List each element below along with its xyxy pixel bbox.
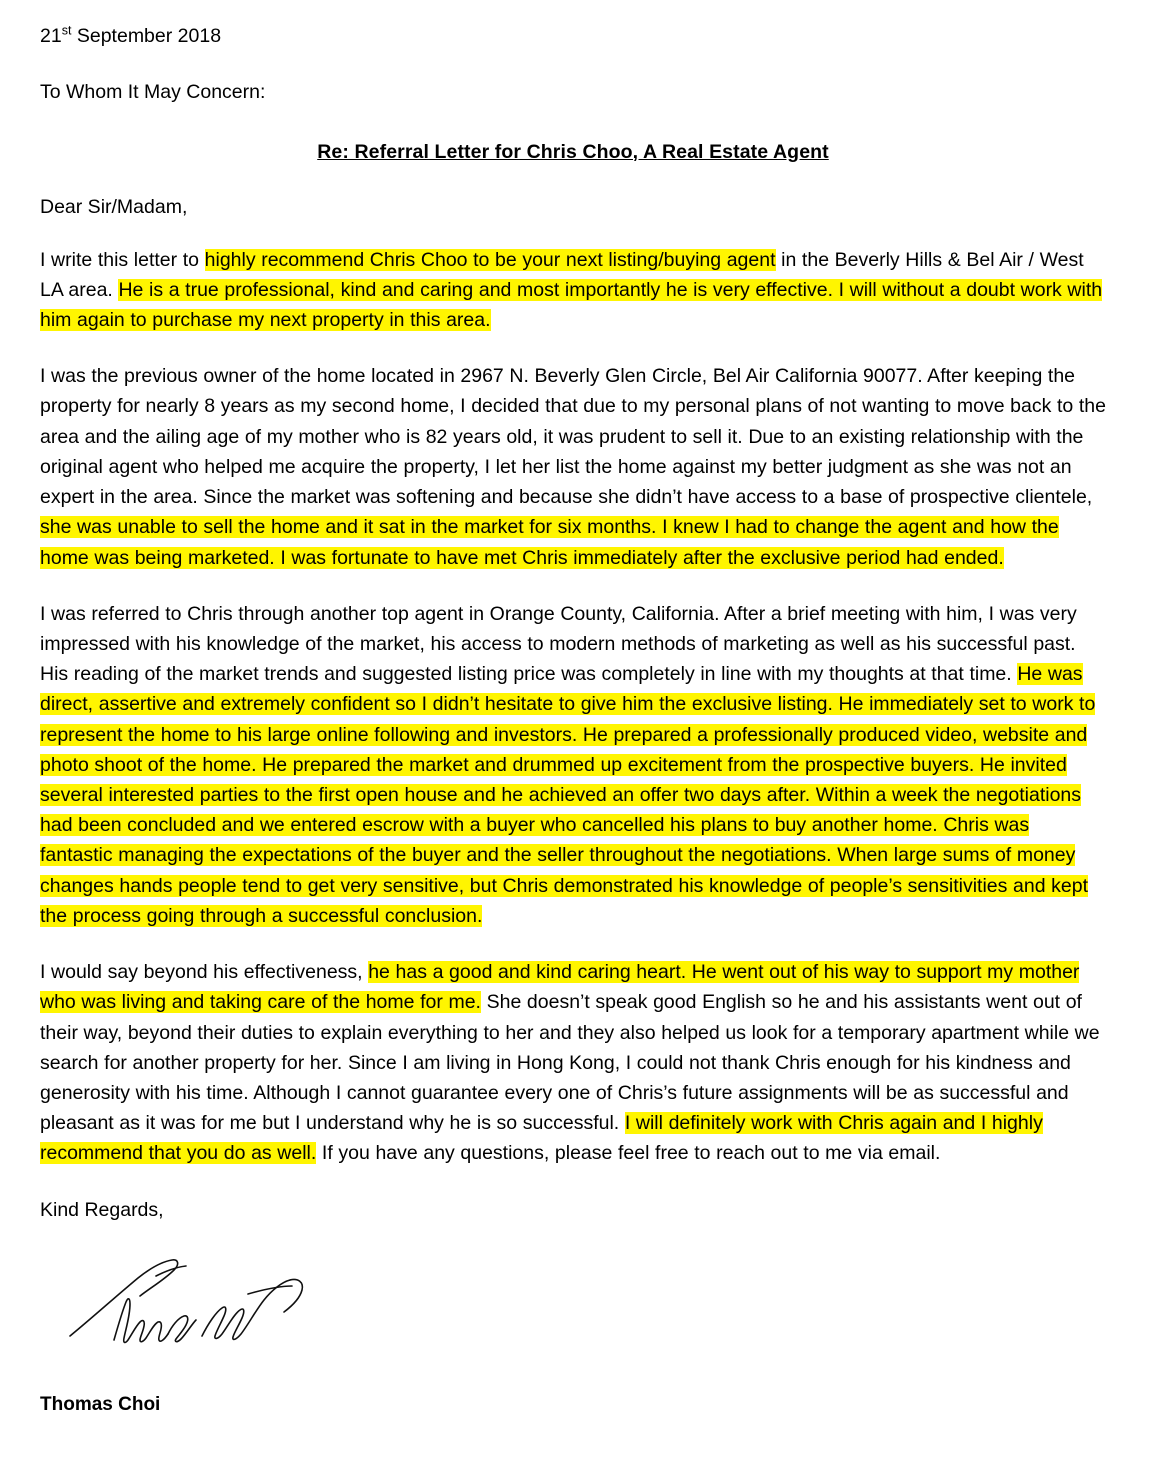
p3-text-1: I was referred to Chris through another top agent in Orange County, California. After a brief meeting with him, I was very impressed with his knowledge of the market, his access to modern methods of marketing as well as his successful past. His reading of the market trends and suggested listing price was completely in line with my thoughts at that time. (40, 602, 1077, 686)
p4-highlight-2: I will definitely work with Chris again and I highly recommend that you do as well. (40, 1112, 1043, 1165)
p1-text-1: I write this letter to (40, 248, 205, 271)
date-day: 21 (40, 25, 62, 47)
letter-salutation: Dear Sir/Madam, (40, 195, 188, 218)
paragraph-2 (40, 361, 1106, 573)
to-whom-line: To Whom It May Concern: (40, 81, 266, 104)
paragraph-4 (40, 957, 1106, 1169)
signature-icon (52, 1240, 332, 1370)
letter-date (40, 22, 1106, 50)
date-rest: September 2018 (71, 25, 222, 47)
p2-text-1: I was the previous owner of the home located in 2967 N. Beverly Glen Circle, Bel Air California 90077. After keeping the property for nearly 8 years as my second home, I decided that due to my personal plans of not wanting to move back to the area and the ailing age of my mother who is 82 years old, it was prudent to sell it. Due to an existing relationship with the original agent who helped me acquire the property, I let her list the home against my better judgment as she was not an expert in the area. Since the market was softening and because she didn’t have access to a base of prospective clientele, (40, 365, 1106, 509)
paragraph-3 (40, 599, 1106, 931)
signer-name: Thomas Choi (40, 1393, 161, 1415)
p3-highlight-1: He was direct, assertive and extremely confident so I didn’t hesitate to give him the exclusive listing. He immediately set to work to represent the home to his large online following and investors. He prepared a professionally produced video, website and photo shoot of the home. He prepared the market and drummed up excitement from the prospective buyers. He invited several interested parties to the first open house and he achieved an offer two days after. Within a week the negotiations had been concluded and we entered escrow with a buyer who cancelled his plans to buy another home. Chris was fantastic managing the expectations of the buyer and the seller throughout the negotiations. When large sums of money changes hands people tend to get very sensitive, but Chris demonstrated his knowledge of people’s sensitivities and kept the process going through a successful conclusion. (40, 663, 1096, 927)
p1-highlight-1: highly recommend Chris Choo to be your next listing/buying agent (204, 248, 776, 271)
signature-area (40, 1240, 1106, 1390)
p1-text-2: in the Beverly Hills & Bel Air / West LA area. (40, 248, 1084, 301)
p4-highlight-1: he has a good and kind caring heart. He went out of his way to support my mother who was living and taking care of the home for me. (40, 961, 1080, 1014)
p1-highlight-2: He is a true professional, kind and caring and most importantly he is very effective. I will without a doubt work with him again to purchase my next property in this area. (40, 278, 1103, 331)
paragraph-1 (40, 245, 1106, 336)
p4-text-2: She doesn’t speak good English so he and his assistants went out of their way, beyond their duties to explain everything to her and they also helped us look for a temporary apartment while we search for another property for her. Since I am living in Hong Kong, I could not thank Chris enough for his kindness and generosity with his time. Although I cannot guarantee every one of Chris’s future assignments will be as successful and pleasant as it was for me but I understand why he is so successful. (40, 991, 1100, 1135)
letter-closing: Kind Regards, (40, 1198, 164, 1221)
p4-text-3: If you have any questions, please feel free to reach out to me via email. (316, 1142, 941, 1165)
p2-highlight-1: she was unable to sell the home and it sat in the market for six months. I knew I had to change the agent and how the home was being marketed. I was fortunate to have met Chris immediately after the exclusive period had ended. (40, 516, 1059, 569)
date-ordinal: st (61, 23, 72, 38)
p4-text-1: I would say beyond his effectiveness, (40, 961, 369, 984)
letter-subject: Re: Referral Letter for Chris Choo, A Real Estate Agent (317, 140, 829, 163)
